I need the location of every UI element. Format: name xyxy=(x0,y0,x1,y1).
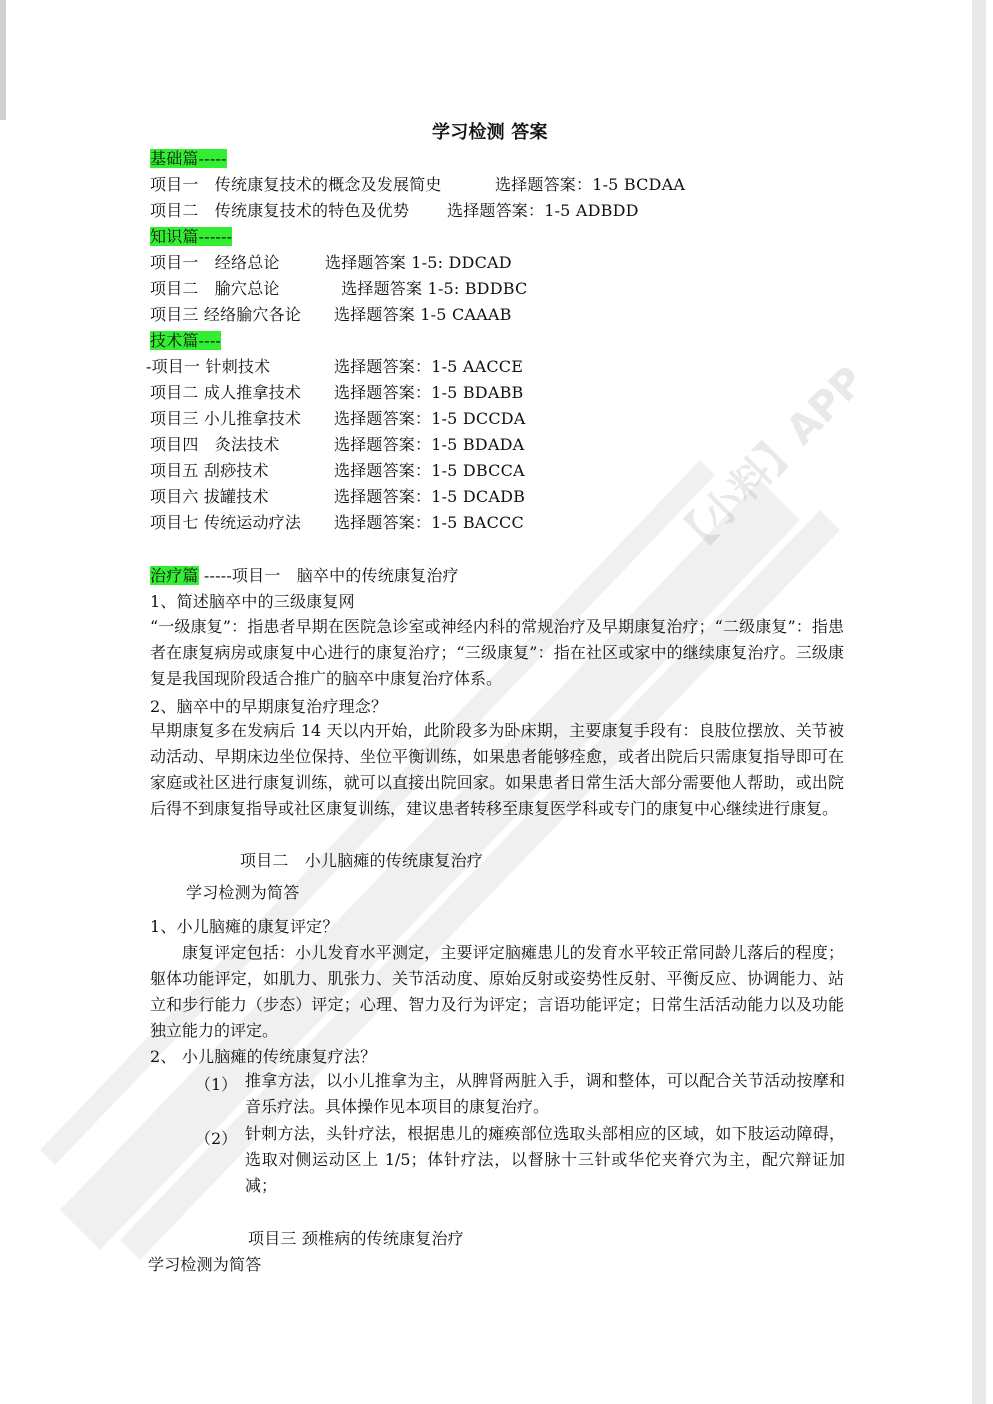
item-answer: 选择题答案：1-5 DBCCA xyxy=(334,461,525,480)
question-1: 1、简述脑卒中的三级康复网 xyxy=(150,592,355,611)
item-name: 项目五 刮痧技术 xyxy=(150,461,269,480)
highlight: 治疗篇 xyxy=(150,566,199,585)
list-item xyxy=(150,408,526,430)
item-answer: 选择题答案：1-5 DCADB xyxy=(334,487,526,506)
project-2-question-2: 2、 小儿脑瘫的传统康复疗法？ xyxy=(150,1047,377,1066)
watermark-text: 【小料】APP xyxy=(664,358,874,568)
project-2-title: 项目二 小儿脑瘫的传统康复治疗 xyxy=(240,851,484,870)
list-item xyxy=(150,382,524,404)
item-name: 项目六 拔罐技术 xyxy=(150,487,269,506)
section-therapy-heading xyxy=(150,565,459,587)
item-name: 项目三 小儿推拿技术 xyxy=(150,409,302,428)
list-item xyxy=(150,252,512,274)
list-item xyxy=(150,304,512,326)
list-item xyxy=(150,434,524,456)
list-item xyxy=(150,512,524,534)
list-number: （1） xyxy=(195,1075,238,1094)
highlight-dashes: ---- xyxy=(198,331,222,350)
highlight-dashes: ------ xyxy=(198,227,233,246)
list-number: （2） xyxy=(195,1129,238,1148)
section-tech-heading xyxy=(150,330,221,352)
highlight: 知识篇 xyxy=(150,227,199,246)
highlight: 基础篇 xyxy=(150,149,199,168)
list-item xyxy=(150,278,527,300)
therapy-subtitle: -----项目一 脑卒中的传统康复治疗 xyxy=(198,566,459,585)
item-name: 项目二 腧穴总论 xyxy=(150,279,280,298)
item-answer: 选择题答案 1-5: DDCAD xyxy=(325,253,512,272)
item-name: 项目一 经络总论 xyxy=(150,253,280,272)
item-name: 项目三 经络腧穴各论 xyxy=(150,305,302,324)
project-2-question-1: 1、小儿脑瘫的康复评定？ xyxy=(150,917,339,936)
list-item xyxy=(150,460,525,482)
list-item-text: 推拿方法，以小儿推拿为主，从脾肾两脏入手，调和整体，可以配合关节活动按摩和音乐疗法。具体操作见本项目的康复治疗。 xyxy=(245,1071,845,1116)
question-2: 2、脑卒中的早期康复治疗理念？ xyxy=(150,697,388,716)
section-knowledge-heading xyxy=(150,226,232,248)
item-name: 项目二 传统康复技术的特色及优势 xyxy=(150,201,410,220)
list-item-text: 针刺方法，头针疗法，根据患儿的瘫痪部位选取头部相应的区域，如下肢运动障碍，选取对侧运动区上 1/5；体针疗法，以督脉十三针或华佗夹脊穴为主，配穴辩证加减； xyxy=(245,1124,845,1195)
section-basic-heading xyxy=(150,148,227,170)
item-answer: 选择题答案：1-5 BDADA xyxy=(334,435,525,454)
item-name: -项目一 针刺技术 xyxy=(146,357,271,376)
answer-2: 早期康复多在发病后 14 天以内开始，此阶段多为卧床期，主要康复手段有：良肢位摆放、关节被动活动、早期床边坐位保持、坐位平衡训练，如果患者能够痊愈，或者出院后只需康复指导即可在家庭或社区进行康复训练，就可以直接出院回家。如果患者日常生活大部分需要他人帮助，或出院后得不到康复指导或社区康复训练，建议患者转移至康复医学科或专门的康复中心继续进行康复。 xyxy=(150,721,844,818)
scan-edge xyxy=(0,0,6,120)
item-answer: 选择题答案：1-5 BACCC xyxy=(334,513,524,532)
item-name: 项目二 成人推拿技术 xyxy=(150,383,302,402)
item-answer: 选择题答案：1-5 ADBDD xyxy=(447,201,639,220)
list-item xyxy=(150,486,525,508)
list-item xyxy=(150,174,685,196)
item-answer: 选择题答案：1-5 BDABB xyxy=(334,383,524,402)
highlight-dashes: ----- xyxy=(198,149,227,168)
list-item xyxy=(150,200,639,222)
item-answer: 选择题答案：1-5 AACCE xyxy=(334,357,524,376)
item-answer: 选择题答案 1-5: BDDBC xyxy=(325,279,528,298)
list-item xyxy=(146,356,523,378)
document-title: 学习检测 答案 xyxy=(432,122,548,143)
item-answer: 选择题答案：1-5 BCDAA xyxy=(495,175,686,194)
item-answer: 选择题答案 1-5 CAAAB xyxy=(334,305,512,324)
project-2-note: 学习检测为简答 xyxy=(186,883,300,902)
answer-1: “一级康复”：指患者早期在医院急诊室或神经内科的常规治疗及早期康复治疗；“二级康复”：指患者在康复病房或康复中心进行的康复治疗；“三级康复”：指在社区或家中的继续康复治疗。三级康复是我国现阶段适合推广的脑卒中康复治疗体系。 xyxy=(150,617,844,688)
item-name: 项目四 灸法技术 xyxy=(150,435,280,454)
item-name: 项目七 传统运动疗法 xyxy=(150,513,302,532)
item-answer: 选择题答案：1-5 DCCDA xyxy=(334,409,526,428)
project-3-title: 项目三 颈椎病的传统康复治疗 xyxy=(248,1229,464,1248)
item-name: 项目一 传统康复技术的概念及发展简史 xyxy=(150,175,442,194)
page-edge-bar xyxy=(972,0,986,1404)
highlight: 技术篇 xyxy=(150,331,199,350)
project-2-answer-1: 康复评定包括：小儿发育水平测定，主要评定脑瘫患儿的发育水平较正常同龄儿落后的程度；躯体功能评定，如肌力、肌张力、关节活动度、原始反射或姿势性反射、平衡反应、协调能力、站立和步行能力（步态）评定；心理、智力及行为评定；言语功能评定；日常生活活动能力以及功能独立能力的评定。 xyxy=(150,943,844,1040)
project-3-note: 学习检测为简答 xyxy=(148,1255,262,1274)
